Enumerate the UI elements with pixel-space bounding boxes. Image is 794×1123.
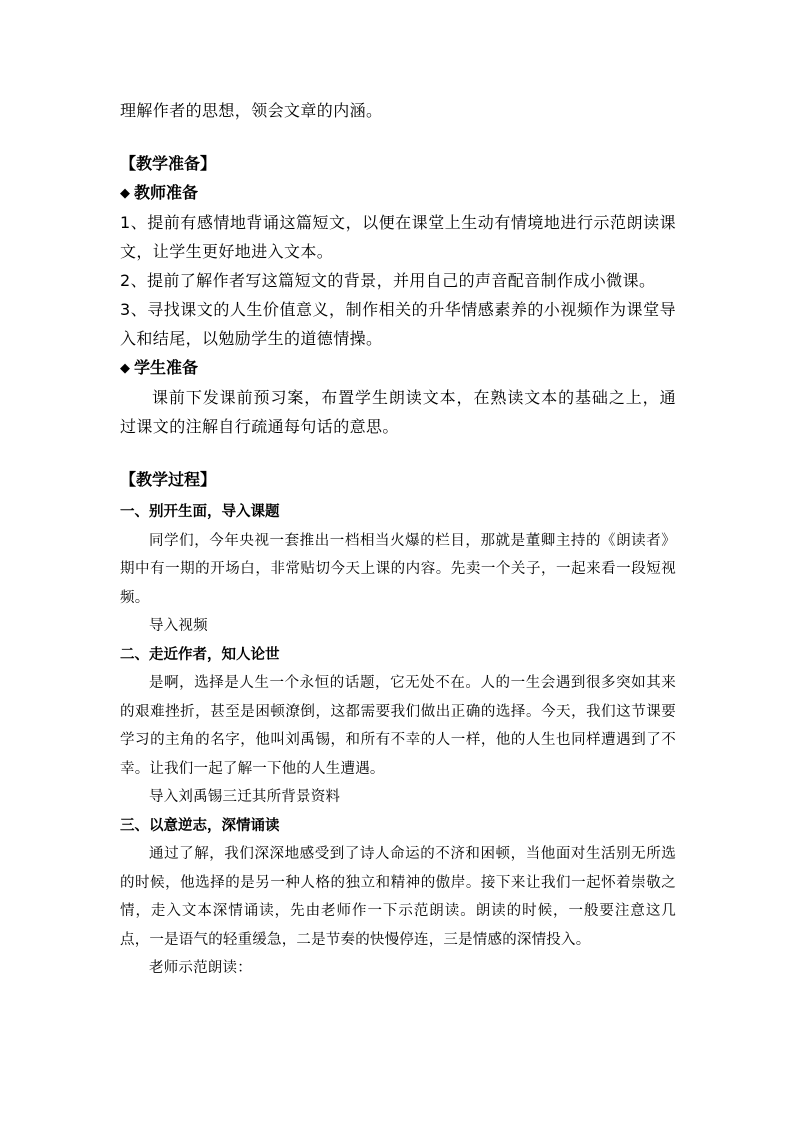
teacher-prep-item-2: 2、提前了解作者写这篇短文的背景，并用自己的声音配音制作成小微课。 <box>120 271 656 290</box>
prep-heading: 【教学准备】 <box>120 154 217 173</box>
teacher-prep-heading: ◆ 教师准备 <box>120 183 199 202</box>
teacher-prep-item-3: 3、寻找课文的人生价值意义，制作相关的升华情感素养的小视频作为课堂导入和结尾，以勉励学生的道德情操。 <box>120 300 676 348</box>
diamond-bullet-icon: ◆ <box>120 361 130 376</box>
process-heading: 【教学过程】 <box>120 470 217 489</box>
process-section-2-heading: 二、走近作者，知人论世 <box>120 646 280 663</box>
student-prep-text: 课前下发课前预习案，布置学生朗读文本，在熟读文本的基础之上，通过课文的注解自行疏通每句话的意思。 <box>120 388 676 436</box>
intro-line: 理解作者的思想，领会文章的内涵。 <box>120 101 383 120</box>
process-section-1-heading: 一、别开生面，导入课题 <box>120 504 280 520</box>
process-section-1-paragraph-2: 导入视频 <box>149 618 208 634</box>
document-page <box>120 96 676 983</box>
process-section-3-paragraph-1: 通过了解，我们深深地感受到了诗人命运的不济和困顿，当他面对生活别无所选的时候，他选择的是另一种人格的独立和精神的傲岸。接下来让我们一起怀着崇敬之情，走入文本深情诵读，先由老师作一下示范朗读。朗读的时候，一般要注意这几点，一是语气的轻重缓急，二是节奏的快慢停连，三是情感的深情投入。 <box>120 846 676 948</box>
process-section-1-paragraph-1: 同学们，今年央视一套推出一档相当火爆的栏目，那就是董卿主持的《朗读者》期中有一期的开场白，非常贴切今天上课的内容。先卖一个关子，一起来看一段短视频。 <box>120 532 676 606</box>
process-section-2-paragraph-1: 是啊，选择是人生一个永恒的话题，它无处不在。人的一生会遇到很多突如其来的艰难挫折，甚至是困顿潦倒，这都需要我们做出正确的选择。今天，我们这节课要学习的主角的名字，他叫刘禹锡，和所有不幸的人一样，他的人生也同样遭遇到了不幸。让我们一起了解一下他的人生遭遇。 <box>120 675 676 777</box>
teacher-prep-item-1: 1、提前有感情地背诵这篇短文，以便在课堂上生动有情境地进行示范朗读课文，让学生更好地进入文本。 <box>120 213 676 261</box>
student-prep-heading: ◆ 学生准备 <box>120 358 199 377</box>
process-section-3-paragraph-2: 老师示范朗读： <box>149 960 252 976</box>
process-section-2-paragraph-2: 导入刘禹锡三迁其所背景资料 <box>149 789 341 805</box>
diamond-bullet-icon: ◆ <box>120 186 130 201</box>
process-section-3-heading: 三、以意逆志，深情诵读 <box>120 817 280 834</box>
